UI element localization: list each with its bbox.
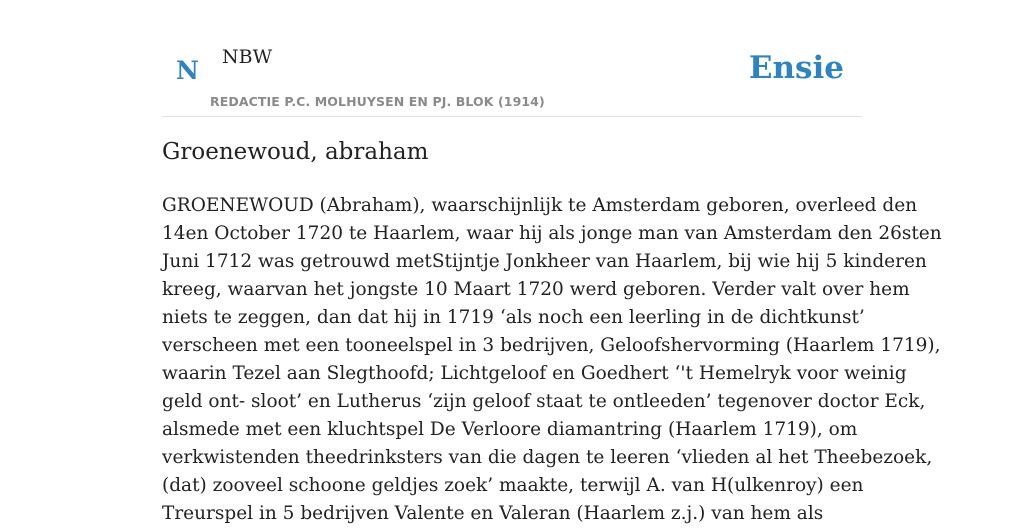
body-line: Treurspel in 5 bedrijven Valente en Valeran (Haarlem z.j.) van hem als <box>162 503 824 524</box>
body-line: verscheen met een tooneelspel in 3 bedrijven, Geloofshervorming (Haarlem 1719), <box>162 335 941 356</box>
entry-title: Groenewoud, abraham <box>162 139 429 165</box>
entry-body <box>162 192 942 528</box>
body-line: 14en October 1720 te Haarlem, waar hij als jonge man van Amsterdam den 26sten <box>162 223 942 244</box>
source-logo-link[interactable]: N <box>176 56 199 85</box>
body-line: Juni 1712 was getrouwd metStijntje Jonkheer van Haarlem, bij wie hij 5 kinderen <box>162 251 927 272</box>
body-line: verkwistenden theedrinksters van die dagen te leeren ‘vlieden al het Theebezoek, <box>162 447 933 468</box>
brand-logo-link[interactable]: Ensie <box>748 50 844 86</box>
source-subtitle: REDACTIE P.C. MOLHUYSEN EN PJ. BLOK (1914) <box>210 94 545 109</box>
body-line: niets te zeggen, dan dat hij in 1719 ‘als noch een leerling in de dichtkunst’ <box>162 307 865 328</box>
body-line: alsmede met een kluchtspel De Verloore diamantring (Haarlem 1719), om <box>162 419 858 440</box>
body-line: waarin Tezel aan Slegthoofd; Lichtgeloof en Goedhert ‘'t Hemelryk voor weinig <box>162 363 907 384</box>
body-line: kreeg, waarvan het jongste 10 Maart 1720 werd geboren. Verder valt over hem <box>162 279 910 300</box>
header <box>162 0 862 117</box>
source-name: NBW <box>222 46 273 68</box>
body-line: (dat) zooveel schoone geldjes zoek’ maakte, terwijl A. van H(ulkenroy) een <box>162 475 864 496</box>
body-line: GROENEWOUD (Abraham), waarschijnlijk te Amsterdam geboren, overleed den <box>162 195 918 216</box>
body-line: geld ont- sloot’ en Lutherus ‘zijn geloof staat te ontleeden’ tegenover doctor Eck, <box>162 391 926 412</box>
